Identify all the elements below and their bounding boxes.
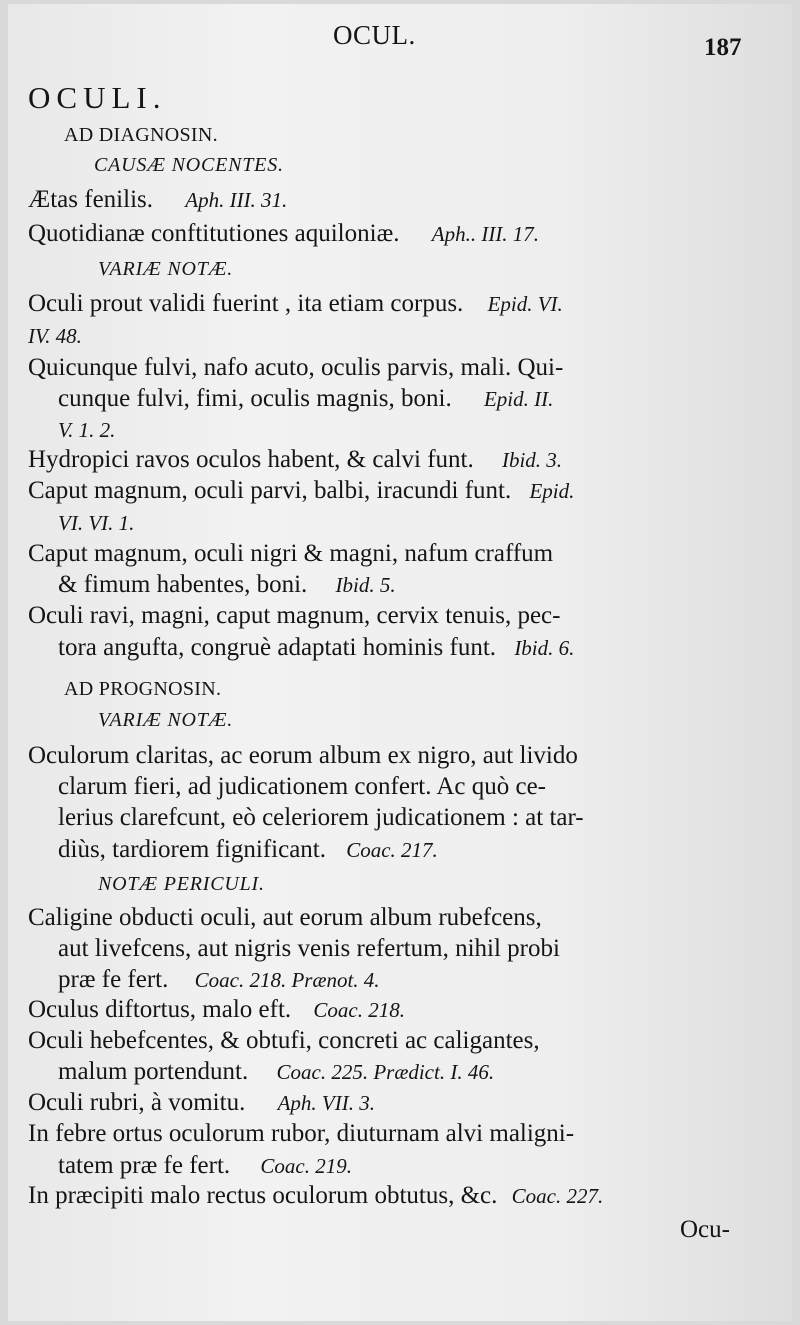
citation: Ibid. 5. <box>335 573 396 597</box>
text-line-1: Ætas fenilis. Aph. III. 31. <box>28 186 288 213</box>
citation: Coac. 219. <box>260 1154 352 1178</box>
text-line-3: Oculi prout validi fuerint , ita etiam corpus. Epid. VI. <box>28 290 563 317</box>
citation: Coac. 218. Prænot. 4. <box>194 968 380 992</box>
text-line-7 <box>58 416 115 444</box>
heading-variae-notae-2: VARIÆ NOTÆ. <box>98 709 234 731</box>
heading-notae-periculi: NOTÆ PERICULI. <box>98 873 265 895</box>
text-line-9: Caput magnum, oculi parvi, balbi, iracundi funt. Epid. <box>28 477 575 504</box>
text-line-17: lerius clarefcunt, eò celeriorem judicationem : at tar- <box>58 804 584 831</box>
text-line-27: tatem præ fe fert. Coac. 219. <box>58 1152 352 1179</box>
text-line-16: clarum fieri, ad judicationem confert. Ac quò ce- <box>58 773 546 800</box>
text-line-19: Caligine obducti oculi, aut eorum album rubefcens, <box>28 904 542 931</box>
text-line-14: tora angufta, congruè adaptati hominis funt. Ibid. 6. <box>58 634 575 661</box>
text-line-10 <box>58 509 134 537</box>
text-line-25: Oculi rubri, à vomitu. Aph. VII. 3. <box>28 1089 375 1116</box>
text-line-15: Oculorum claritas, ac eorum album ex nigro, aut livido <box>28 742 578 769</box>
citation: V. 1. 2. <box>58 418 116 442</box>
citation: Epid. <box>529 479 575 503</box>
book-page <box>8 4 792 1321</box>
running-head: OCUL. <box>333 20 416 50</box>
text-line-4 <box>28 322 82 350</box>
citation: Aph. III. 31. <box>185 188 288 212</box>
catchword: Ocu- <box>680 1216 730 1243</box>
text-line-6: cunque fulvi, fimi, oculis magnis, boni. Epid. II. <box>58 385 554 412</box>
page-number: 187 <box>704 34 742 61</box>
citation: Coac. 227. <box>511 1184 604 1208</box>
heading-ad-prognosin: AD PROGNOSIN. <box>64 678 222 700</box>
citation: Epid. VI. <box>487 292 563 316</box>
citation: Aph.. III. 17. <box>431 222 540 246</box>
text-line-18: diùs, tardiorem fignificant. Coac. 217. <box>58 836 438 863</box>
text-line-22: Oculus diftortus, malo eft. Coac. 218. <box>28 996 405 1023</box>
text-line-24: malum portendunt. Coac. 225. Prædict. I. 46. <box>58 1058 495 1085</box>
citation: Coac. 218. <box>313 998 405 1022</box>
text-line-2: Quotidianæ conftitutiones aquiloniæ. Aph.. III. 17. <box>28 220 540 247</box>
citation: Coac. 225. Prædict. I. 46. <box>276 1060 495 1084</box>
text-line-8: Hydropici ravos oculos habent, & calvi funt. Ibid. 3. <box>28 446 563 473</box>
heading-variae-notae: VARIÆ NOTÆ. <box>98 258 234 280</box>
citation: Coac. 217. <box>346 838 438 862</box>
text-line-11: Caput magnum, oculi nigri & magni, nafum craffum <box>28 540 554 567</box>
citation: VI. VI. 1. <box>58 511 135 535</box>
section-title: OCULI. <box>28 80 167 115</box>
citation: Aph. VII. 3. <box>277 1091 375 1115</box>
text-line-28: In præcipiti malo rectus oculorum obtutus, &c. Coac. 227. <box>28 1182 604 1209</box>
heading-ad-diagnosin: AD DIAGNOSIN. <box>64 124 218 146</box>
citation: Epid. II. <box>483 387 554 411</box>
text-line-5: Quicunque fulvi, nafo acuto, oculis parvis, mali. Qui- <box>28 354 564 381</box>
text-line-26: In febre ortus oculorum rubor, diuturnam alvi maligni- <box>28 1120 575 1147</box>
citation: Ibid. 6. <box>514 636 575 660</box>
text-line-21: præ fe fert. Coac. 218. Prænot. 4. <box>58 966 380 993</box>
citation: Ibid. 3. <box>501 448 563 472</box>
text-line-23: Oculi hebefcentes, & obtufi, concreti ac caligantes, <box>28 1027 540 1054</box>
text-line-12: & fimum habentes, boni. Ibid. 5. <box>58 571 396 598</box>
citation: IV. 48. <box>28 324 82 348</box>
text-line-13: Oculi ravi, magni, caput magnum, cervix tenuis, pec- <box>28 602 561 629</box>
text-line-20: aut livefcens, aut nigris venis refertum, nihil probi <box>58 935 560 962</box>
heading-causae-nocentes: CAUSÆ NOCENTES. <box>94 154 284 176</box>
